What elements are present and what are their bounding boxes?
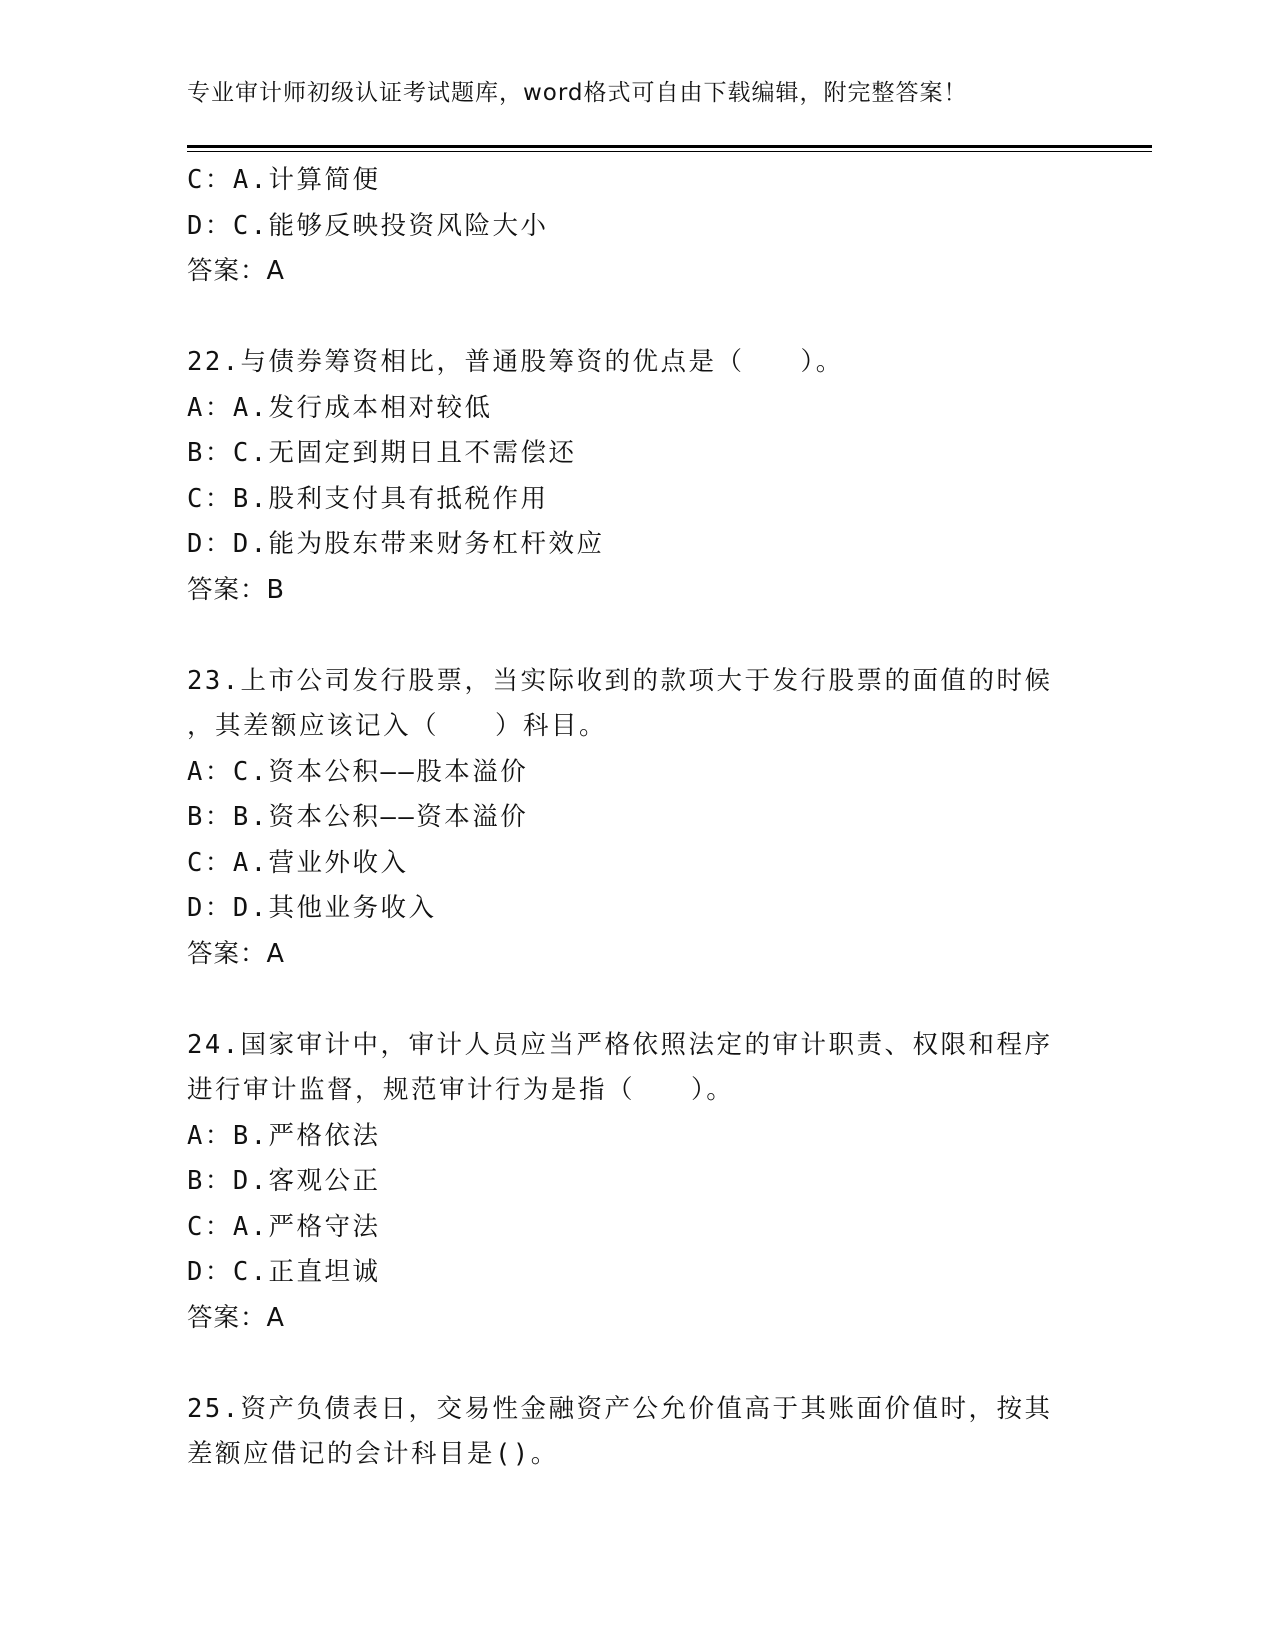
question-21-continuation — [187, 158, 1077, 295]
option-d: D：D.能为股东带来财务杠杆效应 — [187, 529, 605, 559]
option-a: A：C.资本公积——股本溢价 — [187, 756, 529, 787]
question-stem-continued: 进行审计监督，规范审计行为是指（ ）。 — [187, 1075, 735, 1105]
answer-line: 答案：A — [187, 938, 285, 969]
answer-line: 答案：A — [187, 1302, 285, 1333]
spacer — [187, 1341, 1077, 1387]
question-stem-continued: 差额应借记的会计科目是()。 — [187, 1439, 559, 1469]
page-header: 专业审计师初级认证考试题库，word格式可自由下载编辑，附完整答案！ — [187, 80, 968, 106]
document-body — [187, 158, 1077, 1478]
option-d: D：D.其他业务收入 — [187, 893, 437, 923]
option-c: C：A.营业外收入 — [187, 847, 409, 878]
question-stem-continued: ，其差额应该记入（ ）科目。 — [187, 711, 608, 741]
question-stem: 23.上市公司发行股票，当实际收到的款项大于发行股票的面值的时候 — [187, 665, 1053, 696]
option-c: C：A.计算简便 — [187, 165, 381, 195]
question-stem: 22.与债券筹资相比，普通股筹资的优点是（ ）。 — [187, 347, 844, 377]
question-22 — [187, 340, 1077, 613]
option-b: B：C.无固定到期日且不需偿还 — [187, 438, 577, 468]
header-divider-thin — [187, 151, 1152, 152]
option-b: B：B.资本公积——资本溢价 — [187, 802, 529, 832]
spacer — [187, 977, 1077, 1023]
option-c: C：B.股利支付具有抵税作用 — [187, 483, 549, 514]
question-stem: 25.资产负债表日，交易性金融资产公允价值高于其账面价值时，按其 — [187, 1393, 1053, 1424]
option-a: A：B.严格依法 — [187, 1120, 381, 1151]
option-d: D：C.能够反映投资风险大小 — [187, 210, 549, 241]
answer-line: 答案：A — [187, 256, 285, 286]
question-23 — [187, 659, 1077, 978]
answer-line: 答案：B — [187, 574, 285, 605]
option-c: C：A.严格守法 — [187, 1211, 381, 1242]
option-a: A：A.发行成本相对较低 — [187, 392, 493, 423]
question-stem: 24.国家审计中，审计人员应当严格依照法定的审计职责、权限和程序 — [187, 1029, 1053, 1060]
spacer — [187, 613, 1077, 659]
question-24 — [187, 1023, 1077, 1342]
header-divider-thick — [187, 145, 1152, 148]
spacer — [187, 295, 1077, 341]
option-b: B：D.客观公正 — [187, 1166, 381, 1196]
question-25 — [187, 1387, 1077, 1478]
option-d: D：C.正直坦诚 — [187, 1257, 381, 1287]
